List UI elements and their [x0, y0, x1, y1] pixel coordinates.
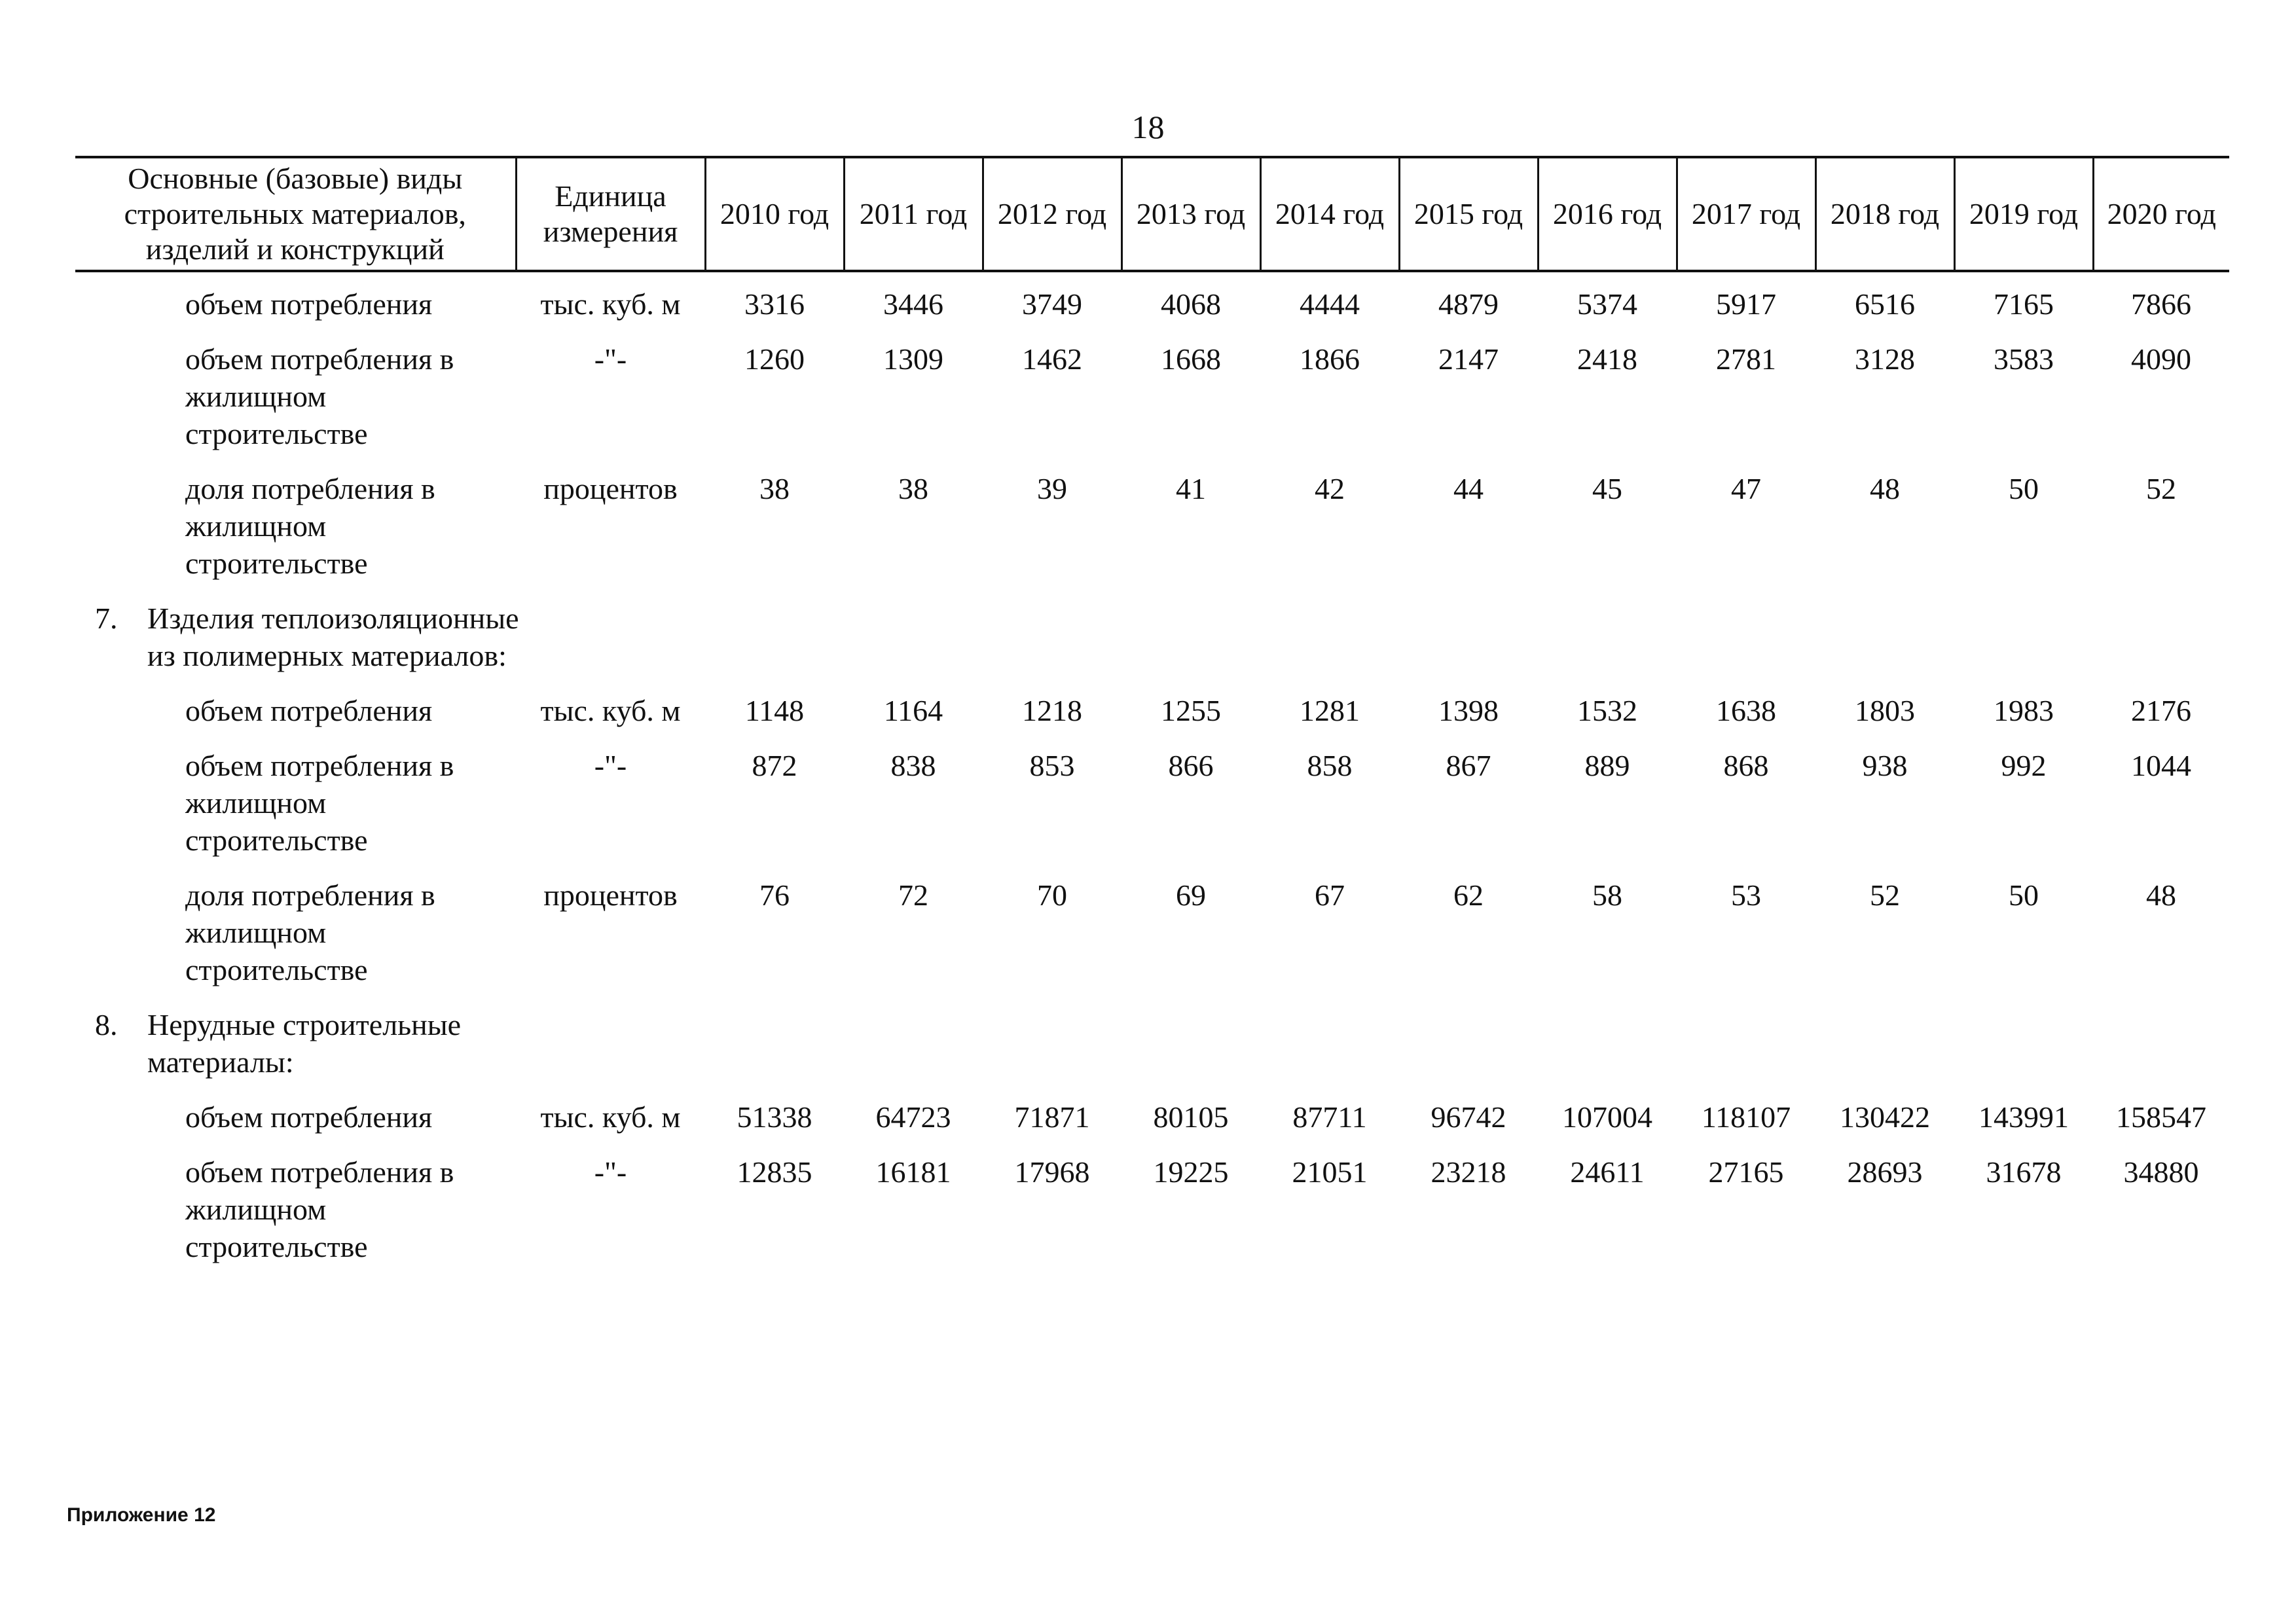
- value-cell: 23218: [1430, 1155, 1506, 1189]
- value-cell: 130422: [1840, 1100, 1930, 1134]
- header-year: 2018 год: [1815, 157, 1954, 271]
- value-cell: 992: [2001, 749, 2047, 782]
- section-cell: [75, 1000, 2229, 1092]
- value-cell: 12835: [737, 1155, 812, 1189]
- header-year: 2020 год: [2093, 157, 2229, 271]
- value-cell: 50: [2009, 878, 2039, 912]
- value-cell: 41: [1176, 472, 1206, 505]
- table-body: [75, 271, 2229, 1276]
- section-row: [75, 593, 2229, 685]
- header-year: 2015 год: [1399, 157, 1538, 271]
- value-cell: 838: [890, 749, 936, 782]
- header-year: 2014 год: [1260, 157, 1399, 271]
- indicator-name: объем потребления: [185, 694, 433, 727]
- value-cell: 16181: [875, 1155, 951, 1189]
- value-cell: 3749: [1022, 287, 1082, 321]
- value-cell: 1255: [1161, 694, 1221, 727]
- value-cell: 52: [2146, 472, 2176, 505]
- indicator-name: доля потребления в жилищном строительстве: [185, 472, 435, 580]
- indicator-name: объем потребления: [185, 287, 433, 321]
- value-cell: 19225: [1153, 1155, 1229, 1189]
- table-row: [75, 870, 2229, 1000]
- value-cell: 58: [1592, 878, 1622, 912]
- value-cell: 5917: [1716, 287, 1776, 321]
- section-cell: [75, 593, 2229, 685]
- value-cell: 2176: [2131, 694, 2191, 727]
- value-cell: 1218: [1022, 694, 1082, 727]
- table-row: [75, 1092, 2229, 1147]
- value-cell: 4444: [1300, 287, 1360, 321]
- value-cell: 31678: [1986, 1155, 2062, 1189]
- value-cell: 1164: [883, 694, 943, 727]
- value-cell: 872: [752, 749, 797, 782]
- value-cell: 67: [1315, 878, 1345, 912]
- value-cell: 4068: [1161, 287, 1221, 321]
- value-cell: 48: [2146, 878, 2176, 912]
- value-cell: 1638: [1716, 694, 1776, 727]
- value-cell: 1044: [2131, 749, 2191, 782]
- value-cell: 4090: [2131, 342, 2191, 376]
- value-cell: 2781: [1716, 342, 1776, 376]
- value-cell: 1148: [744, 694, 805, 727]
- value-cell: 4879: [1438, 287, 1499, 321]
- value-cell: 1983: [1994, 694, 2054, 727]
- value-cell: 853: [1029, 749, 1075, 782]
- value-cell: 158547: [2116, 1100, 2206, 1134]
- value-cell: 1309: [883, 342, 943, 376]
- unit-cell: процентов: [543, 472, 678, 505]
- unit-cell: процентов: [543, 878, 678, 912]
- value-cell: 51338: [737, 1100, 812, 1134]
- unit-cell: -"-: [594, 342, 627, 376]
- value-cell: 44: [1453, 472, 1484, 505]
- value-cell: 52: [1870, 878, 1900, 912]
- value-cell: 21051: [1292, 1155, 1368, 1189]
- value-cell: 1532: [1577, 694, 1637, 727]
- header-year: 2017 год: [1677, 157, 1815, 271]
- value-cell: 38: [898, 472, 928, 505]
- unit-cell: тыс. куб. м: [540, 694, 681, 727]
- value-cell: 87711: [1292, 1100, 1367, 1134]
- header-row: [75, 157, 2229, 271]
- value-cell: 69: [1176, 878, 1206, 912]
- value-cell: 62: [1453, 878, 1484, 912]
- section-title: Изделия теплоизоляционные из полимерных материалов:: [147, 602, 519, 672]
- value-cell: 96742: [1430, 1100, 1506, 1134]
- value-cell: 34880: [2123, 1155, 2199, 1189]
- materials-table: [75, 156, 2229, 1276]
- header-year: 2019 год: [1954, 157, 2093, 271]
- section-title: Нерудные строительные материалы:: [147, 1008, 462, 1079]
- value-cell: 39: [1037, 472, 1067, 505]
- value-cell: 3583: [1994, 342, 2054, 376]
- header-unit: Единица измерения: [516, 157, 705, 271]
- value-cell: 64723: [875, 1100, 951, 1134]
- value-cell: 938: [1862, 749, 1908, 782]
- value-cell: 867: [1446, 749, 1491, 782]
- value-cell: 7165: [1994, 287, 2054, 321]
- value-cell: 24611: [1570, 1155, 1645, 1189]
- table-row: [75, 279, 2229, 334]
- value-cell: 70: [1037, 878, 1067, 912]
- indicator-name: объем потребления в жилищном строительстве: [185, 342, 454, 450]
- section-number: 8.: [95, 1008, 118, 1041]
- value-cell: 3316: [744, 287, 805, 321]
- value-cell: 17968: [1014, 1155, 1090, 1189]
- header-year: 2011 год: [844, 157, 983, 271]
- section-number: 7.: [95, 602, 118, 635]
- value-cell: 45: [1592, 472, 1622, 505]
- unit-cell: -"-: [594, 749, 627, 782]
- unit-cell: тыс. куб. м: [540, 1100, 681, 1134]
- header-material-type: Основные (базовые) виды строительных материалов, изделий и конструкций: [75, 157, 516, 271]
- value-cell: 1803: [1855, 694, 1915, 727]
- page-number: 18: [1131, 109, 1165, 145]
- value-cell: 868: [1723, 749, 1769, 782]
- table-row: [75, 685, 2229, 740]
- value-cell: 71871: [1014, 1100, 1090, 1134]
- value-cell: 47: [1731, 472, 1761, 505]
- unit-cell: тыс. куб. м: [540, 287, 681, 321]
- value-cell: 1668: [1161, 342, 1221, 376]
- value-cell: 1281: [1300, 694, 1360, 727]
- value-cell: 48: [1870, 472, 1900, 505]
- indicator-name: объем потребления в жилищном строительстве: [185, 1155, 454, 1263]
- section-row: [75, 1000, 2229, 1092]
- value-cell: 6516: [1855, 287, 1915, 321]
- value-cell: 38: [759, 472, 790, 505]
- value-cell: 5374: [1577, 287, 1637, 321]
- value-cell: 858: [1307, 749, 1353, 782]
- value-cell: 2147: [1438, 342, 1499, 376]
- header-year: 2016 год: [1538, 157, 1677, 271]
- value-cell: 50: [2009, 472, 2039, 505]
- header-year: 2013 год: [1121, 157, 1260, 271]
- table-row: [75, 740, 2229, 870]
- value-cell: 80105: [1153, 1100, 1229, 1134]
- value-cell: 889: [1584, 749, 1630, 782]
- value-cell: 42: [1315, 472, 1345, 505]
- table-row: [75, 1147, 2229, 1276]
- value-cell: 53: [1731, 878, 1761, 912]
- value-cell: 1866: [1300, 342, 1360, 376]
- table-row: [75, 463, 2229, 593]
- indicator-name: объем потребления: [185, 1100, 433, 1134]
- value-cell: 28693: [1847, 1155, 1923, 1189]
- unit-cell: -"-: [594, 1155, 627, 1189]
- value-cell: 76: [759, 878, 790, 912]
- value-cell: 7866: [2131, 287, 2191, 321]
- value-cell: 107004: [1562, 1100, 1652, 1134]
- value-cell: 3446: [883, 287, 943, 321]
- value-cell: 1462: [1022, 342, 1082, 376]
- header-year: 2010 год: [705, 157, 844, 271]
- value-cell: 27165: [1708, 1155, 1784, 1189]
- footer-note: Приложение 12: [67, 1504, 216, 1526]
- value-cell: 866: [1168, 749, 1214, 782]
- value-cell: 1260: [744, 342, 805, 376]
- value-cell: 3128: [1855, 342, 1915, 376]
- header-year: 2012 год: [983, 157, 1121, 271]
- value-cell: 1398: [1438, 694, 1499, 727]
- table-row: [75, 334, 2229, 463]
- value-cell: 143991: [1978, 1100, 2069, 1134]
- value-cell: 2418: [1577, 342, 1637, 376]
- value-cell: 118107: [1701, 1100, 1791, 1134]
- indicator-name: доля потребления в жилищном строительстве: [185, 878, 435, 986]
- value-cell: 72: [898, 878, 928, 912]
- indicator-name: объем потребления в жилищном строительстве: [185, 749, 454, 857]
